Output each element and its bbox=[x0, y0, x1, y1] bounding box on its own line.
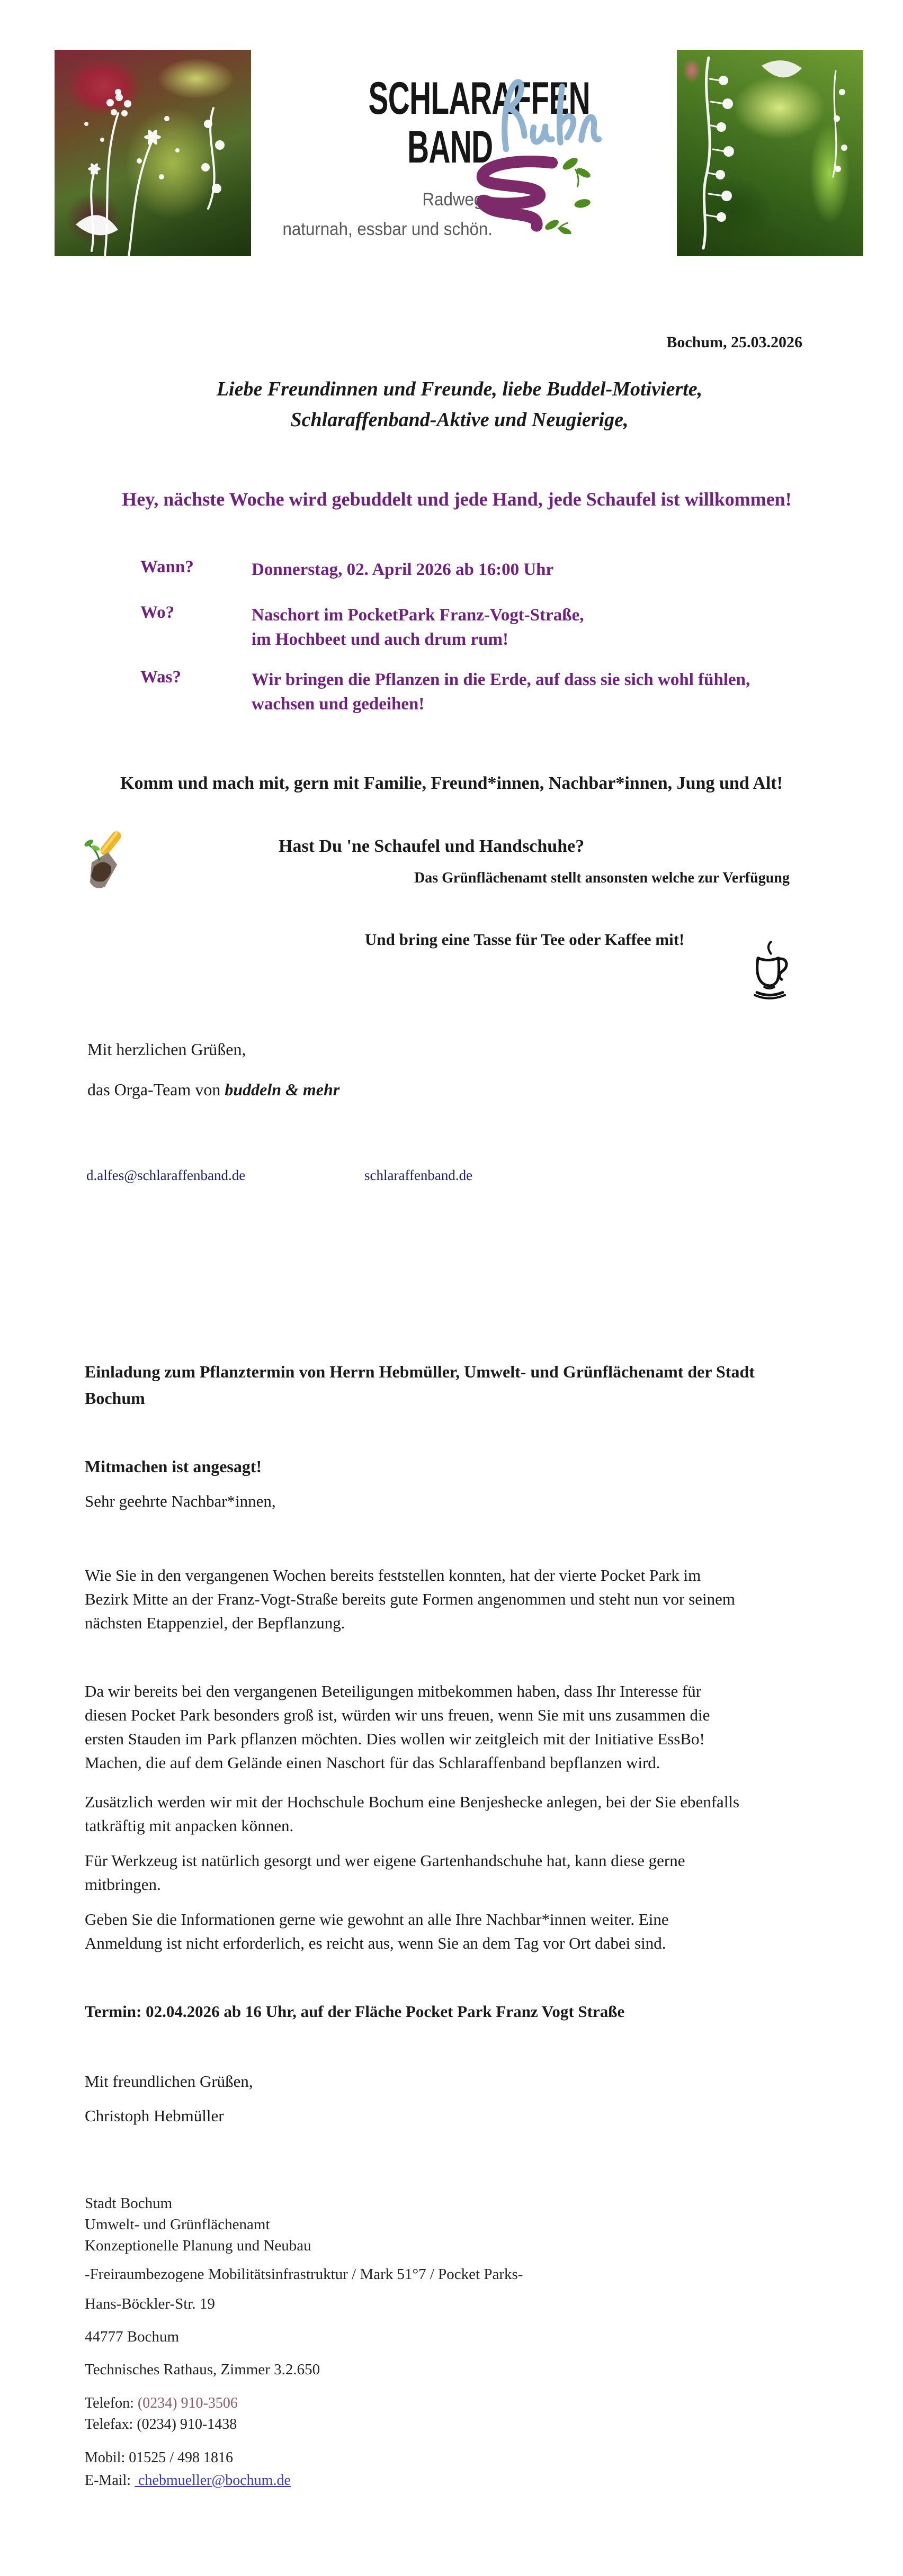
qa-label-wann: Wann? bbox=[140, 557, 194, 577]
qa-value-wo: Naschort im PocketPark Franz-Vogt-Straße, im Hochbeet und auch drum rum! bbox=[252, 606, 584, 649]
team-prefix: das Orga-Team von bbox=[87, 1080, 225, 1099]
white-berry-branch-silhouette-icon bbox=[677, 50, 863, 256]
question-shovel: Hast Du 'ne Schaufel und Handschuhe? bbox=[279, 836, 585, 856]
phone-label: Telefon: bbox=[85, 2395, 138, 2411]
unit-line: -Freiraumbezogene Mobilitätsinfrastruktur / Mark 51°7 / Pocket Parks- bbox=[85, 2266, 523, 2283]
team-name: buddeln & mehr bbox=[225, 1080, 340, 1099]
org-block: Stadt Bochum Umwelt- und Grünflächenamt Konzeptionelle Planung und Neubau bbox=[85, 2195, 311, 2254]
ruhr-script-icon bbox=[498, 77, 604, 157]
coffee-cup-icon bbox=[739, 940, 800, 1004]
email-link-bochum[interactable]: chebmueller@bochum.de bbox=[135, 2472, 291, 2489]
paragraph-5: Geben Sie die Informationen gerne wie gewohnt an alle Ihre Nachbar*innen weiter. Eine Anmeldung ist nicht erforderlich, es reicht aus, wenn Sie an dem Tag vor Ort dabei sind. bbox=[85, 1910, 669, 1952]
ruhr-ribbon-icon bbox=[470, 155, 608, 234]
shovel-image bbox=[84, 825, 123, 899]
qa-value-wann: Donnerstag, 02. April 2026 ab 16:00 Uhr bbox=[252, 560, 554, 579]
paragraph-4: Für Werkzeug ist natürlich gesorgt und wer eigene Gartenhandschuhe hat, kann diese gerne mitbringen. bbox=[85, 1851, 685, 1894]
email-line bbox=[85, 2472, 291, 2489]
qa-value-was: Wir bringen die Pflanzen in die Erde, auf dass sie sich wohl fühlen, wachsen und gedeihen! bbox=[252, 670, 750, 714]
date-line: Bochum, 25.03.2026 bbox=[666, 334, 802, 351]
logo-text-line1: SCHLARAFFEN bbox=[368, 73, 590, 124]
headline: Hey, nächste Woche wird gebuddelt und jede Hand, jede Schaufel ist willkommen! bbox=[122, 489, 792, 510]
team-line bbox=[87, 1080, 339, 1100]
banner-tagline-line1: Radwege bbox=[422, 190, 493, 210]
qa-label-was: Was? bbox=[140, 668, 182, 687]
invite-line: Komm und mach mit, gern mit Familie, Freund*innen, Nachbar*innen, Jung und Alt! bbox=[120, 773, 783, 793]
fax-line: Telefax: (0234) 910-1438 bbox=[85, 2416, 237, 2433]
phone-number-link[interactable]: (0234) 910-3506 bbox=[137, 2395, 238, 2411]
cup-line: Und bring eine Tasse für Tee oder Kaffee mit! bbox=[365, 930, 685, 949]
signer-name: Christoph Hebmüller bbox=[85, 2106, 224, 2125]
paragraph-1: Wie Sie in den vergangenen Wochen bereits feststellen konnten, hat der vierte Pocket Park im Bezirk Mitte an der Franz-Vogt-Straße bereits gute Formen angenommen und steht nun vor seinem nächsten Etappenziel, der Bepflanzung. bbox=[85, 1566, 735, 1632]
closing-line: Mit herzlichen Grüßen, bbox=[87, 1040, 246, 1059]
banner-photo-right bbox=[677, 50, 863, 256]
paragraph-3: Zusätzlich werden wir mit der Hochschule Bochum eine Benjeshecke anlegen, bei der Sie ebenfalls tatkräftig mit anpacken können. bbox=[85, 1793, 740, 1835]
salutation: Liebe Freundinnen und Freunde, liebe Buddel-Motivierte, Schlaraffenband-Aktive und Neugierige, bbox=[216, 378, 703, 431]
address-street: Hans-Böckler-Str. 19 bbox=[85, 2295, 215, 2312]
invitation-subtitle: Mitmachen ist angesagt! bbox=[85, 1457, 262, 1476]
address-room: Technisches Rathaus, Zimmer 3.2.650 bbox=[85, 2361, 320, 2378]
mobile-line: Mobil: 01525 / 498 1816 bbox=[85, 2449, 234, 2466]
logo-text-line2: BAND bbox=[407, 122, 493, 173]
email-link-schlaraffenband[interactable]: d.alfes@schlaraffenband.de bbox=[86, 1167, 246, 1183]
regards-line: Mit freundlichen Grüßen, bbox=[85, 2072, 253, 2091]
qa-label-wo: Wo? bbox=[140, 603, 175, 622]
address-city: 44777 Bochum bbox=[85, 2328, 180, 2345]
website-link-schlaraffenband[interactable]: schlaraffenband.de bbox=[364, 1167, 473, 1183]
banner-logo bbox=[254, 73, 590, 173]
note-office: Das Grünflächenamt stellt ansonsten welche zur Verfügung bbox=[414, 870, 790, 886]
paragraph-2: Da wir bereits bei den vergangenen Beteiligungen mitbekommen haben, dass Ihr Interesse für diesen Pocket Park besonders groß ist, würden wir uns freuen, wenn Sie mit uns zusammen die ersten Stauden im Park pflanzen möchten. Dies wollen wir zeitgleich mit der Initiative EssBo! Machen, die auf dem Gelände einen Naschort für das Schlaraffenband bepflanzen wird. bbox=[85, 1682, 710, 1772]
termin-line: Termin: 02.04.2026 ab 16 Uhr, auf der Fläche Pocket Park Franz Vogt Straße bbox=[85, 2002, 625, 2021]
white-flower-silhouette-icon bbox=[55, 50, 251, 256]
shovel-icon bbox=[84, 825, 123, 899]
phone-line bbox=[85, 2395, 238, 2412]
invitation-title: Einladung zum Pflanztermin von Herrn Hebmüller, Umwelt- und Grünflächenamt der Stadt Bochum bbox=[85, 1362, 755, 1408]
banner-tagline-line2: naturnah, essbar und schön. bbox=[282, 219, 493, 239]
banner-photo-left bbox=[55, 50, 251, 256]
invitation-salutation: Sehr geehrte Nachbar*innen, bbox=[85, 1492, 276, 1510]
email-label: E-Mail: bbox=[85, 2472, 135, 2489]
